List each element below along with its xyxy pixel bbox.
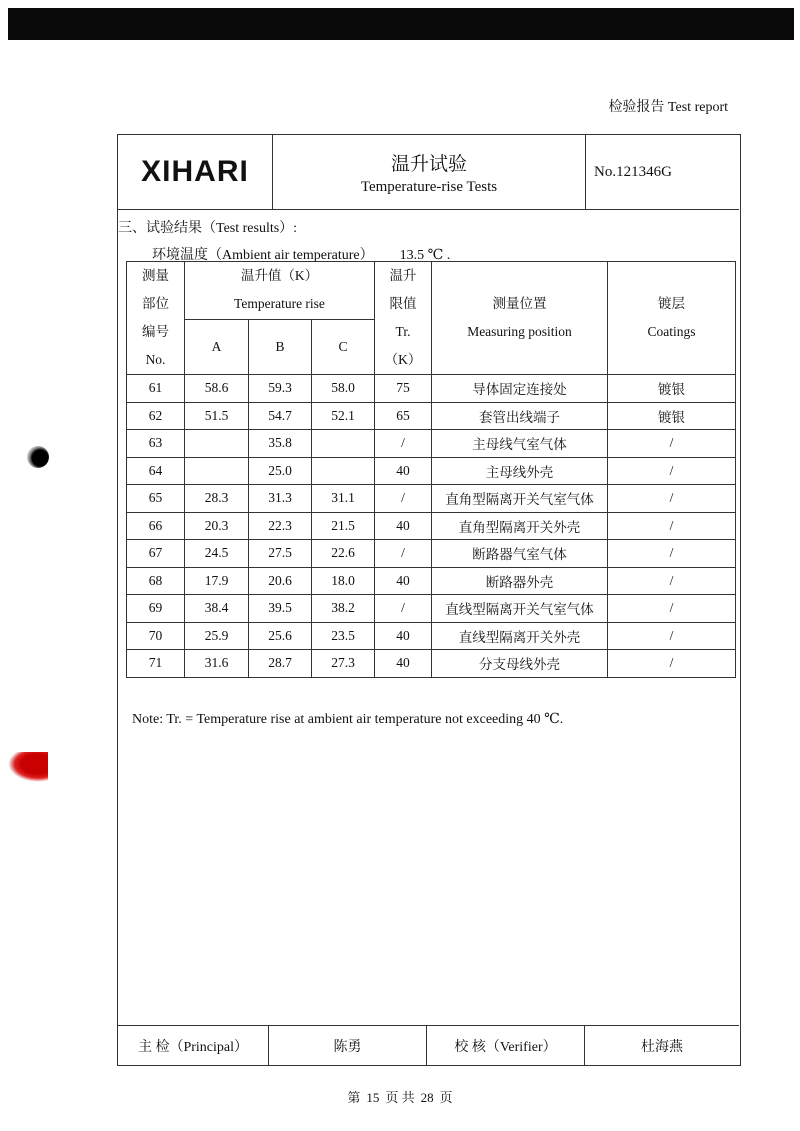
- cell-point-no: 61: [127, 375, 185, 403]
- cell-coating: /: [608, 540, 736, 568]
- cell-phase-b: 28.7: [249, 650, 312, 678]
- cell-phase-c: 27.3: [312, 650, 375, 678]
- table-row: [127, 512, 736, 540]
- cell-phase-b: 20.6: [249, 567, 312, 595]
- cell-phase-c: 52.1: [312, 402, 375, 430]
- total-pages: 28: [420, 1090, 434, 1105]
- results-heading: 三、试验结果（Test results）:: [118, 221, 298, 236]
- punch-hole: [27, 446, 49, 468]
- cell-limit: 40: [375, 512, 432, 540]
- header-coatings: 镀层 Coatings: [608, 262, 736, 375]
- principal-label: 主 检（Principal）: [118, 1026, 269, 1066]
- cell-phase-a: 25.9: [185, 622, 249, 650]
- table-row: [127, 567, 736, 595]
- header-temperature-rise: 温升值（K） Temperature rise: [185, 262, 375, 320]
- cell-phase-a: 38.4: [185, 595, 249, 623]
- cell-coating: /: [608, 622, 736, 650]
- cell-phase-c: 31.1: [312, 485, 375, 513]
- cell-point-no: 62: [127, 402, 185, 430]
- cell-phase-a: 51.5: [185, 402, 249, 430]
- cell-phase-a: [185, 457, 249, 485]
- report-number: No.121346G: [594, 163, 672, 180]
- cell-coating: /: [608, 457, 736, 485]
- cell-coating: /: [608, 650, 736, 678]
- cell-phase-a: 24.5: [185, 540, 249, 568]
- company-logo: XIHARI: [141, 155, 249, 188]
- cell-position: 直线型隔离开关气室气体: [432, 595, 608, 623]
- cell-limit: /: [375, 595, 432, 623]
- header-limit: 温升 限值 Tr. （K）: [375, 262, 432, 375]
- table-row: [127, 375, 736, 403]
- cell-coating: /: [608, 512, 736, 540]
- title-cell: [273, 135, 586, 209]
- cell-limit: 40: [375, 650, 432, 678]
- scan-top-bar: [8, 8, 794, 40]
- cell-position: 直线型隔离开关外壳: [432, 622, 608, 650]
- cell-phase-b: 27.5: [249, 540, 312, 568]
- cell-phase-b: 39.5: [249, 595, 312, 623]
- cell-phase-a: 28.3: [185, 485, 249, 513]
- cell-point-no: 66: [127, 512, 185, 540]
- cell-point-no: 67: [127, 540, 185, 568]
- cell-phase-c: [312, 457, 375, 485]
- header-measuring-position: 测量位置 Measuring position: [432, 262, 608, 375]
- cell-point-no: 70: [127, 622, 185, 650]
- cell-phase-a: [185, 430, 249, 458]
- current-page: 15: [366, 1090, 380, 1105]
- cell-phase-a: 20.3: [185, 512, 249, 540]
- cell-phase-b: 59.3: [249, 375, 312, 403]
- cell-phase-a: 17.9: [185, 567, 249, 595]
- cell-coating: 镀银: [608, 402, 736, 430]
- cell-coating: /: [608, 430, 736, 458]
- table-row: [127, 430, 736, 458]
- table-row: [127, 402, 736, 430]
- cell-phase-b: 54.7: [249, 402, 312, 430]
- cell-phase-c: 22.6: [312, 540, 375, 568]
- cell-phase-b: 31.3: [249, 485, 312, 513]
- cell-point-no: 65: [127, 485, 185, 513]
- cell-position: 直角型隔离开关外壳: [432, 512, 608, 540]
- cell-limit: /: [375, 485, 432, 513]
- cell-point-no: 68: [127, 567, 185, 595]
- cell-limit: 40: [375, 622, 432, 650]
- title-chinese: 温升试验: [390, 154, 467, 175]
- cell-position: 直角型隔离开关气室气体: [432, 485, 608, 513]
- cell-point-no: 64: [127, 457, 185, 485]
- cell-limit: 75: [375, 375, 432, 403]
- cell-position: 断路器气室气体: [432, 540, 608, 568]
- cell-phase-b: 22.3: [249, 512, 312, 540]
- cell-limit: 65: [375, 402, 432, 430]
- cell-limit: /: [375, 430, 432, 458]
- cell-point-no: 63: [127, 430, 185, 458]
- cell-phase-c: 21.5: [312, 512, 375, 540]
- cell-point-no: 69: [127, 595, 185, 623]
- header-phase-b: B: [249, 319, 312, 375]
- cell-position: 分支母线外壳: [432, 650, 608, 678]
- cell-limit: 40: [375, 567, 432, 595]
- report-label: 检验报告 Test report: [608, 100, 728, 115]
- cell-phase-c: 23.5: [312, 622, 375, 650]
- red-mark: [8, 752, 48, 782]
- cell-position: 主母线气室气体: [432, 430, 608, 458]
- results-table: [126, 261, 736, 678]
- table-row: [127, 485, 736, 513]
- report-header: [118, 135, 739, 210]
- cell-point-no: 71: [127, 650, 185, 678]
- cell-position: 主母线外壳: [432, 457, 608, 485]
- note: Note: Tr. = Temperature rise at ambient air temperature not exceeding 40 ℃.: [132, 712, 564, 727]
- report-frame: [117, 134, 741, 1066]
- cell-phase-c: 18.0: [312, 567, 375, 595]
- verifier-name: 杜海燕: [641, 1040, 683, 1055]
- page-number: 第 15 页 共 28 页: [347, 1090, 453, 1105]
- header-point-no: 测量 部位 编号 No.: [127, 262, 185, 375]
- cell-limit: 40: [375, 457, 432, 485]
- table-row: [127, 650, 736, 678]
- cell-position: 套管出线端子: [432, 402, 608, 430]
- cell-phase-c: [312, 430, 375, 458]
- cell-phase-c: 58.0: [312, 375, 375, 403]
- cell-position: 导体固定连接处: [432, 375, 608, 403]
- cell-phase-a: 31.6: [185, 650, 249, 678]
- verifier-label: 校 核（Verifier）: [427, 1026, 585, 1066]
- header-phase-c: C: [312, 319, 375, 375]
- ambient-value: 13.5 ℃ .: [399, 248, 451, 263]
- table-row: [127, 457, 736, 485]
- cell-phase-b: 25.6: [249, 622, 312, 650]
- cell-coating: /: [608, 485, 736, 513]
- cell-coating: 镀银: [608, 375, 736, 403]
- ambient-label: 环境温度（Ambient air temperature）: [152, 248, 374, 263]
- cell-phase-c: 38.2: [312, 595, 375, 623]
- cell-coating: /: [608, 567, 736, 595]
- cell-limit: /: [375, 540, 432, 568]
- cell-phase-b: 25.0: [249, 457, 312, 485]
- table-row: [127, 540, 736, 568]
- signature-footer: [118, 1025, 739, 1066]
- cell-position: 断路器外壳: [432, 567, 608, 595]
- header-phase-a: A: [185, 319, 249, 375]
- cell-coating: /: [608, 595, 736, 623]
- table-row: [127, 622, 736, 650]
- cell-phase-b: 35.8: [249, 430, 312, 458]
- table-row: [127, 595, 736, 623]
- cell-phase-a: 58.6: [185, 375, 249, 403]
- logo-cell: [118, 135, 273, 209]
- principal-name: 陈勇: [269, 1026, 427, 1066]
- title-english: Temperature-rise Tests: [360, 179, 498, 195]
